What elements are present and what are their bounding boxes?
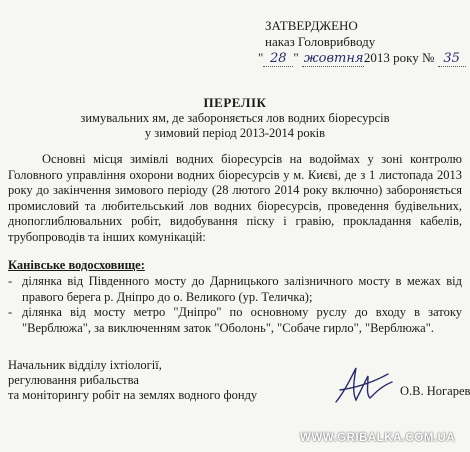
list-item: [8, 305, 462, 336]
signer-name: О.В. Ногарев: [400, 384, 470, 398]
section-title: Канівське водосховище:: [8, 258, 145, 272]
signer-position-3: та моніторингу робіт на землях водного фонду: [8, 388, 258, 402]
document-subtitle-2: у зимовий період 2013-2014 років: [144, 126, 326, 140]
signer-position-1: Начальник відділу іхтіології,: [8, 358, 162, 372]
list-item-text: ділянка від мосту метро "Дніпро" по основному руслу до входу в затоку "Верблюжа", за виключенням заток "Оболонь", "Собаче гирло", "Верблюжа".: [22, 305, 462, 335]
approval-day: 28: [263, 52, 293, 67]
approval-quote-close: ": [293, 50, 299, 65]
document-subtitle-1: зимувальних ям, де забороняється лов водних біоресурсів: [80, 111, 390, 125]
list-item: [8, 274, 462, 305]
approval-month: жовтня: [303, 51, 364, 66]
document-title: ПЕРЕЛІК: [203, 95, 267, 110]
approval-order-line: наказ Головрибводу: [265, 34, 376, 49]
approval-quote-open: ": [258, 50, 264, 65]
site-watermark: WWW.GRIBALKA.COM.UA: [300, 432, 456, 444]
list-item-dash: -: [8, 274, 13, 288]
section-list: [8, 274, 462, 336]
list-item-text: ділянка від Південного мосту до Дарницького залізничного мосту в межах від правого берега р. Дніпро до о. Великого (ур. Теличка);: [22, 274, 462, 304]
approval-year-text: 2013 року №: [363, 50, 435, 65]
approval-heading: ЗАТВЕРДЖЕНО: [265, 18, 358, 33]
signer-position-2: регулювання рибальства: [8, 373, 139, 387]
approval-date-line: [258, 50, 466, 67]
body-paragraph: Основні місця зимівлі водних біоресурсів на водоймах у зоні контролю Головного управління охорони водних біоресурсів у м. Києві, де з 1 листопада 2013 року до закінчення зимового періоду (28 лютого 2014 року включно) забороняється промисловий та любительський лов водних біоресурсів, проведення будівельних, днопоглиблювальних робіт, видобування піску і гравію, прокладання кабелів, трубопроводів та інших комунікацій:: [8, 152, 462, 244]
approval-number: 35: [438, 52, 466, 67]
list-item-dash: -: [8, 305, 13, 319]
handwritten-signature: [330, 362, 400, 410]
